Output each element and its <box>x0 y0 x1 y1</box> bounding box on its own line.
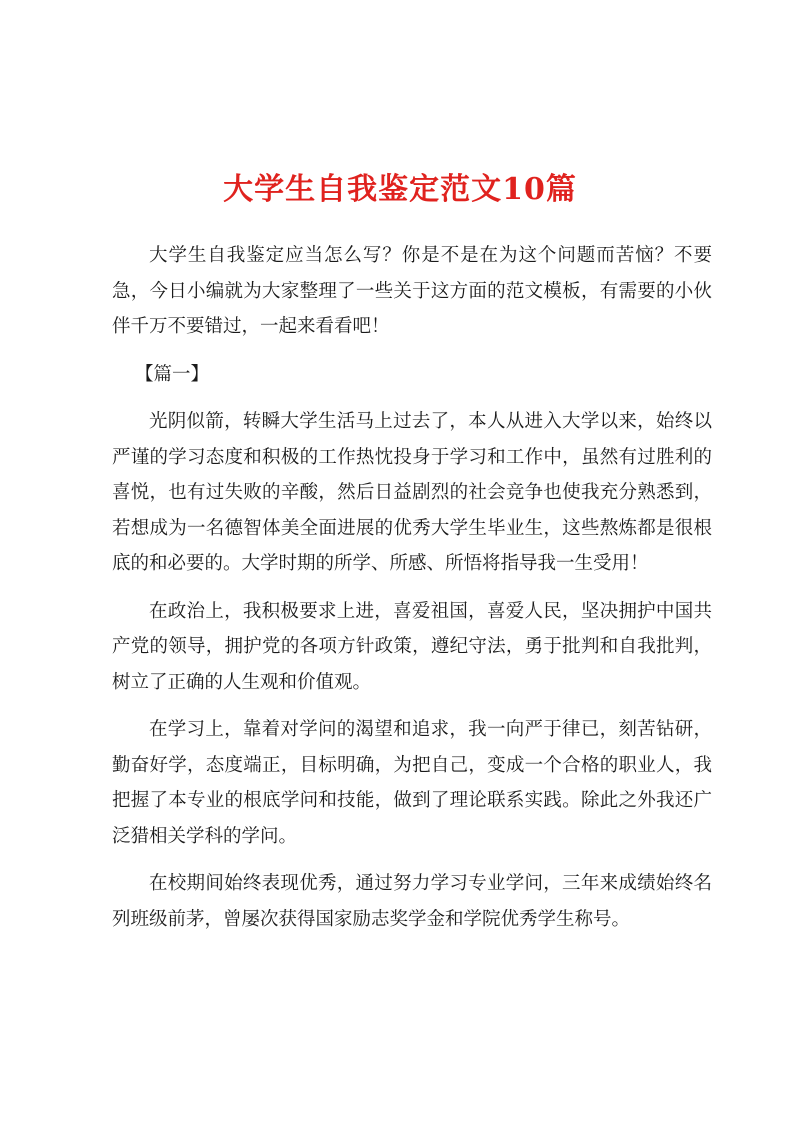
document-title: 大学生自我鉴定范文10篇 <box>223 172 577 207</box>
paragraph-3: 在学习上，靠着对学问的渴望和追求，我一向严于律已，刻苦钻研，勤奋好学，态度端正，目标明确，为把自己，变成一个合格的职业人，我把握了本专业的根底学问和技能，做到了理论联系实践。除此之外我还广泛猎相关学科的学问。 <box>112 719 712 847</box>
paragraph-1: 光阴似箭，转瞬大学生活马上过去了，本人从进入大学以来，始终以严谨的学习态度和积极的工作热忱投身于学习和工作中，虽然有过胜利的喜悦，也有过失败的辛酸，然后日益剧烈的社会竞争也使我充分熟悉到，若想成为一名德智体美全面进展的优秀大学生毕业生，这些熬炼都是很根底的和必要的。大学时期的所学、所感、所悟将指导我一生受用！ <box>112 411 712 574</box>
paragraph-2: 在政治上，我积极要求上进，喜爱祖国，喜爱人民，坚决拥护中国共产党的领导，拥护党的各项方针政策，遵纪守法，勇于批判和自我批判，树立了正确的人生观和价值观。 <box>112 600 712 693</box>
document-body <box>112 238 712 949</box>
paragraph-4: 在校期间始终表现优秀，通过努力学习专业学问，三年来成绩始终名列班级前茅，曾屡次获得国家励志奖学金和学院优秀学生称号。 <box>112 873 712 930</box>
intro-paragraph: 大学生自我鉴定应当怎么写？你是不是在为这个问题而苦恼？不要急，今日小编就为大家整理了一些关于这方面的范文模板，有需要的小伙伴千万不要错过，一起来看看吧！ <box>112 245 712 337</box>
section-label: 【篇一】 <box>135 363 210 385</box>
